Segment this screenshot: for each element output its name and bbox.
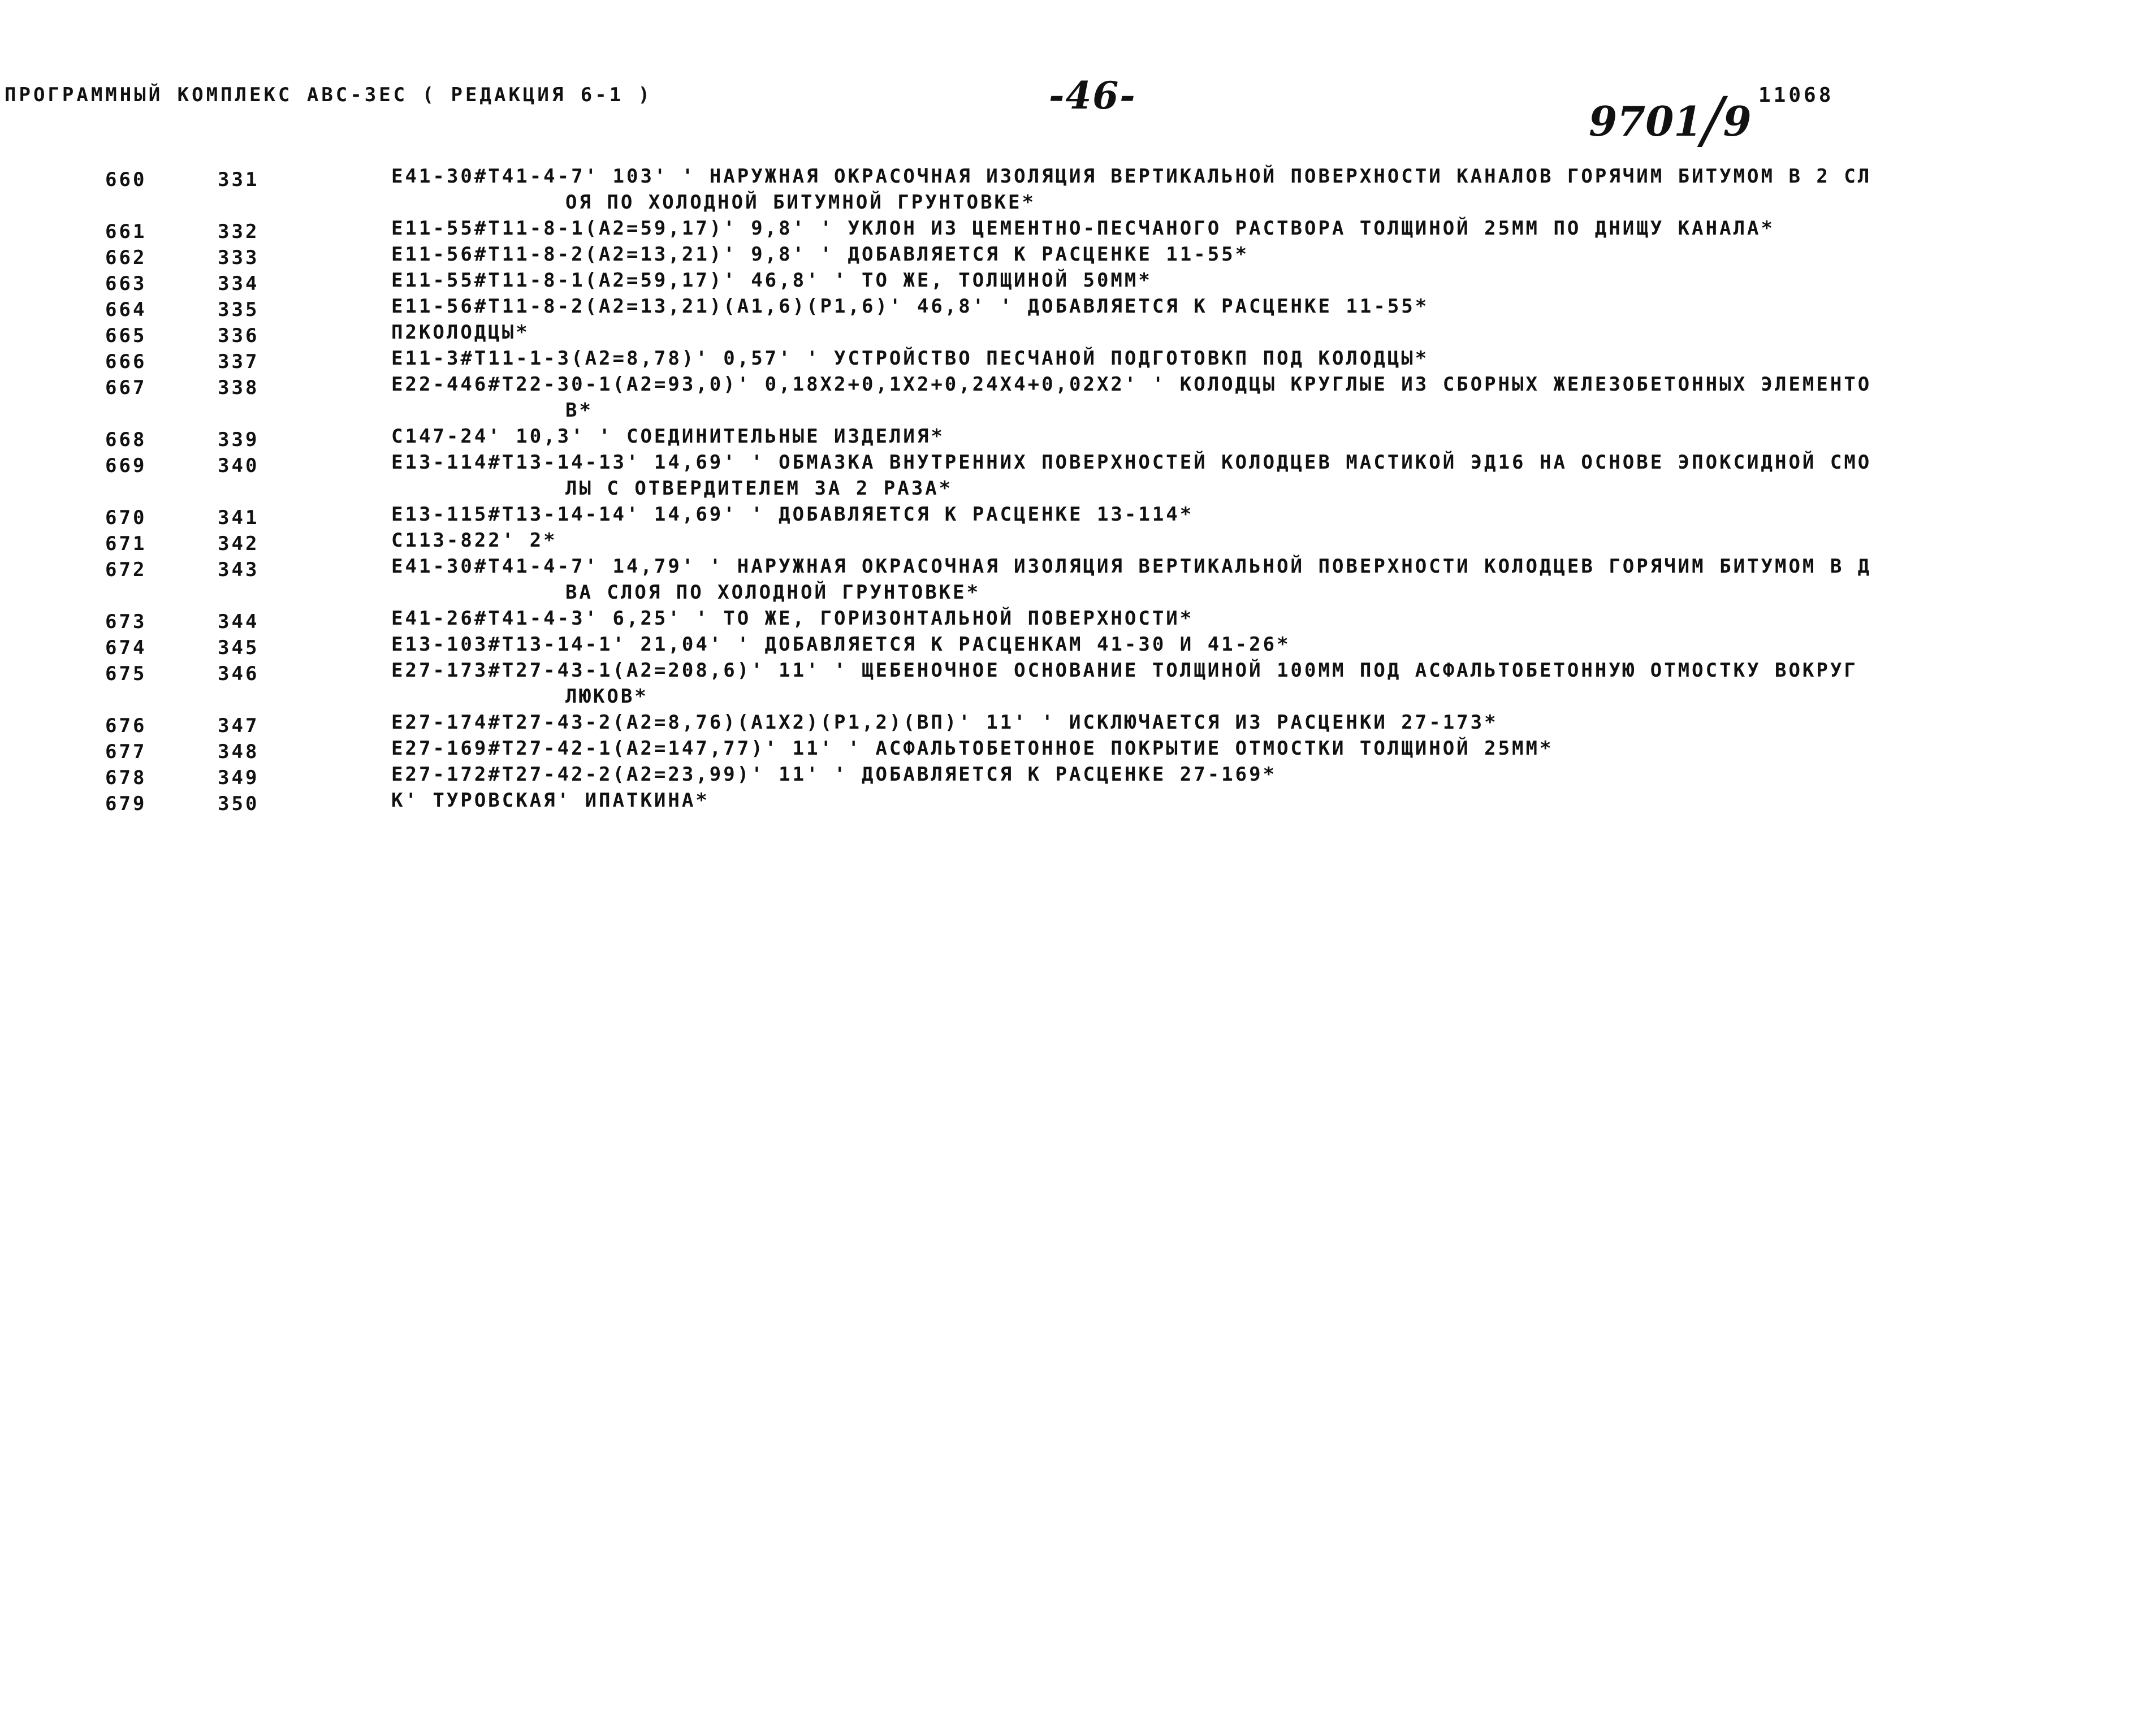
listing-row <box>0 269 2144 295</box>
item-number: 343 <box>218 559 260 581</box>
listing-row <box>0 737 2144 763</box>
item-number: 345 <box>218 637 260 659</box>
entry-text: C147-24' 10,3' ' СОЕДИНИТЕЛЬНЫЕ ИЗДЕЛИЯ* <box>391 425 945 448</box>
item-number: 350 <box>218 793 260 815</box>
entry-text: E27-169#T27-42-1(A2=147,77)' 11' ' АСФАЛЬТОБЕТОННОЕ ПОКРЫТИЕ ОТМОСТКИ ТОЛЩИНОЙ 25ММ* <box>391 737 1554 760</box>
listing-row <box>0 789 2144 815</box>
item-number: 333 <box>218 246 260 269</box>
listing-row <box>0 243 2144 269</box>
line-number: 665 <box>105 324 147 347</box>
entry-text: E13-103#T13-14-1' 21,04' ' ДОБАВЛЯЕТСЯ К РАСЦЕНКАМ 41-30 И 41-26* <box>391 633 1291 656</box>
listing-row <box>0 451 2144 503</box>
listing-row <box>0 529 2144 555</box>
entry-text: E41-30#T41-4-7' 14,79' ' НАРУЖНАЯ ОКРАСОЧНАЯ ИЗОЛЯЦИЯ ВЕРТИКАЛЬНОЙ ПОВЕРХНОСТИ КОЛОДЦЕВ ГОРЯЧИМ БИТУМОМ В Д <box>391 555 1872 578</box>
handwritten-page-number: -46- <box>1049 73 1136 118</box>
entry-text: E22-446#T22-30-1(A2=93,0)' 0,18X2+0,1X2+0,24X4+0,02X2' ' КОЛОДЦЫ КРУГЛЫЕ ИЗ СБОРНЫХ ЖЕЛЕЗОБЕТОННЫХ ЭЛЕМЕНТО <box>391 373 1872 396</box>
item-number: 344 <box>218 611 260 633</box>
line-number: 671 <box>105 533 147 555</box>
document-code-suffix: 9 <box>1723 97 1752 145</box>
item-number: 336 <box>218 324 260 347</box>
line-number: 674 <box>105 637 147 659</box>
line-number: 662 <box>105 246 147 269</box>
item-number: 349 <box>218 767 260 789</box>
listing-row <box>0 763 2144 789</box>
item-number: 337 <box>218 350 260 373</box>
listing-row <box>0 165 2144 217</box>
item-number: 347 <box>218 715 260 737</box>
item-number: 339 <box>218 428 260 451</box>
listing-row <box>0 347 2144 373</box>
listing-row <box>0 373 2144 425</box>
line-number: 669 <box>105 454 147 477</box>
line-number: 661 <box>105 220 147 243</box>
listing-row <box>0 503 2144 529</box>
item-number: 332 <box>218 220 260 243</box>
entry-text: E13-114#T13-14-13' 14,69' ' ОБМАЗКА ВНУТРЕННИХ ПОВЕРХНОСТЕЙ КОЛОДЦЕВ МАСТИКОЙ ЭД16 НА ОСНОВЕ ЭПОКСИДНОЙ СМО <box>391 451 1872 474</box>
item-number: 334 <box>218 272 260 295</box>
entry-text-continuation: В* <box>565 399 593 422</box>
item-number: 341 <box>218 506 260 529</box>
line-number: 663 <box>105 272 147 295</box>
listing-row <box>0 711 2144 737</box>
entry-text: E41-30#T41-4-7' 103' ' НАРУЖНАЯ ОКРАСОЧНАЯ ИЗОЛЯЦИЯ ВЕРТИКАЛЬНОЙ ПОВЕРХНОСТИ КАНАЛОВ ГОРЯЧИМ БИТУМОМ В 2 СЛ <box>391 165 1872 188</box>
entry-text: E27-174#T27-43-2(A2=8,76)(A1X2)(P1,2)(ВП)' 11' ' ИСКЛЮЧАЕТСЯ ИЗ РАСЦЕНКИ 27-173* <box>391 711 1498 734</box>
entry-text-continuation: ОЯ ПО ХОЛОДНОЙ БИТУМНОЙ ГРУНТОВКЕ* <box>565 191 1036 214</box>
line-number: 678 <box>105 767 147 789</box>
entry-text: П2КОЛОДЦЫ* <box>391 321 530 344</box>
entry-text: E11-56#T11-8-2(A2=13,21)(A1,6)(P1,6)' 46,8' ' ДОБАВЛЯЕТСЯ К РАСЦЕНКЕ 11-55* <box>391 295 1429 318</box>
handwritten-document-code <box>1589 78 1752 156</box>
document-code-number: 9701 <box>1589 97 1702 145</box>
document-code-slash: / <box>1702 84 1723 156</box>
line-number: 664 <box>105 298 147 321</box>
line-number: 679 <box>105 793 147 815</box>
listing-row <box>0 295 2144 321</box>
item-number: 335 <box>218 298 260 321</box>
line-number: 672 <box>105 559 147 581</box>
listing-row <box>0 321 2144 347</box>
entry-text: E41-26#T41-4-3' 6,25' ' ТО ЖЕ, ГОРИЗОНТАЛЬНОЙ ПОВЕРХНОСТИ* <box>391 607 1194 630</box>
line-number: 676 <box>105 715 147 737</box>
listing-row <box>0 425 2144 451</box>
document-number: 11068 <box>1758 84 1834 107</box>
entry-text-continuation: ЛЮКОВ* <box>565 685 649 708</box>
item-number: 348 <box>218 741 260 763</box>
entry-text: E13-115#T13-14-14' 14,69' ' ДОБАВЛЯЕТСЯ К РАСЦЕНКЕ 13-114* <box>391 503 1194 526</box>
entry-text: E27-172#T27-42-2(A2=23,99)' 11' ' ДОБАВЛЯЕТСЯ К РАСЦЕНКЕ 27-169* <box>391 763 1277 786</box>
item-number: 338 <box>218 376 260 399</box>
entry-text: E11-56#T11-8-2(A2=13,21)' 9,8' ' ДОБАВЛЯЕТСЯ К РАСЦЕНКЕ 11-55* <box>391 243 1250 266</box>
entry-text: E11-3#T11-1-3(A2=8,78)' 0,57' ' УСТРОЙСТВО ПЕСЧАНОЙ ПОДГОТОВКП ПОД КОЛОДЦЫ* <box>391 347 1429 370</box>
entry-text: E27-173#T27-43-1(A2=208,6)' 11' ' ЩЕБЕНОЧНОЕ ОСНОВАНИЕ ТОЛЩИНОЙ 100ММ ПОД АСФАЛЬТОБЕТОННУЮ ОТМОСТКУ ВОКРУГ <box>391 659 1858 682</box>
program-title: ПРОГРАММНЫЙ КОМПЛЕКС АВС-3ЕС ( РЕДАКЦИЯ 6-1 ) <box>5 84 653 106</box>
line-number: 670 <box>105 506 147 529</box>
line-number: 668 <box>105 428 147 451</box>
listing-row <box>0 659 2144 711</box>
listing-row <box>0 607 2144 633</box>
line-number: 666 <box>105 350 147 373</box>
listing-row <box>0 555 2144 607</box>
entry-text: K' ТУРОВСКАЯ' ИПАТКИНА* <box>391 789 710 812</box>
item-number: 340 <box>218 454 260 477</box>
line-number: 677 <box>105 741 147 763</box>
listing-row <box>0 217 2144 243</box>
entry-text: E11-55#T11-8-1(A2=59,17)' 9,8' ' УКЛОН ИЗ ЦЕМЕНТНО-ПЕСЧАНОГО РАСТВОРА ТОЛЩИНОЙ 25ММ ПО ДНИЩУ КАНАЛА* <box>391 217 1775 240</box>
listing-row <box>0 633 2144 659</box>
entry-text: C113-822' 2* <box>391 529 557 552</box>
line-number: 673 <box>105 611 147 633</box>
item-number: 346 <box>218 663 260 685</box>
item-number: 331 <box>218 168 260 191</box>
entry-text-continuation: ЛЫ С ОТВЕРДИТЕЛЕМ ЗА 2 РАЗА* <box>565 477 953 500</box>
estimate-listing <box>0 165 2144 815</box>
entry-text: E11-55#T11-8-1(A2=59,17)' 46,8' ' ТО ЖЕ, ТОЛЩИНОЙ 50ММ* <box>391 269 1152 292</box>
entry-text-continuation: ВА СЛОЯ ПО ХОЛОДНОЙ ГРУНТОВКЕ* <box>565 581 981 604</box>
line-number: 660 <box>105 168 147 191</box>
line-number: 667 <box>105 376 147 399</box>
item-number: 342 <box>218 533 260 555</box>
line-number: 675 <box>105 663 147 685</box>
